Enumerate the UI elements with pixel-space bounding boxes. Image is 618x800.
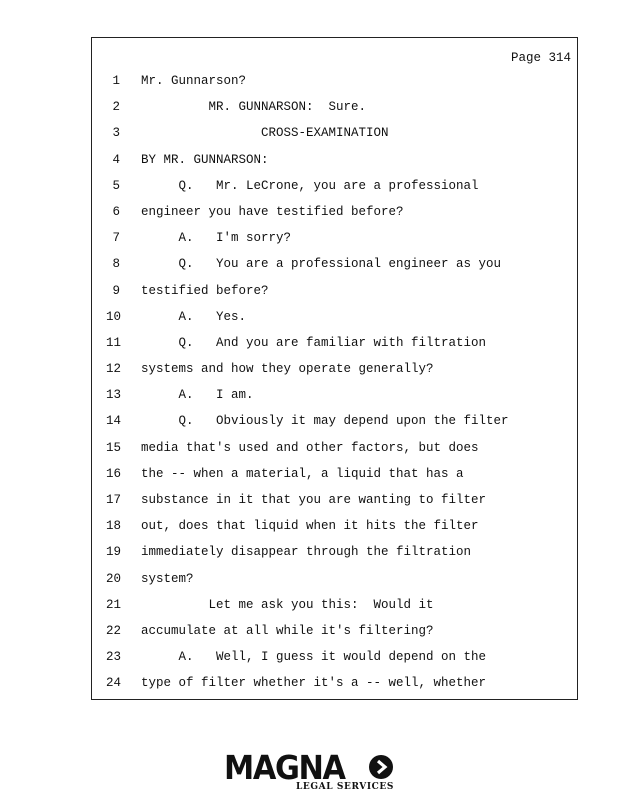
line-number: 4 [112,152,120,167]
line-text: substance in it that you are wanting to filter [141,493,487,507]
line-number: 8 [112,257,120,272]
line-number: 18 [106,519,122,534]
line-number: 22 [106,623,122,638]
line-number: 9 [112,283,120,298]
transcript-line [92,256,577,282]
transcript-page [91,37,578,700]
line-number: 3 [112,126,120,141]
line-text: A. I am. [141,388,254,403]
transcript-line [92,361,577,387]
line-text: CROSS-EXAMINATION [141,126,389,141]
transcript-line [92,544,577,570]
transcript-line [92,675,577,701]
line-number: 13 [106,388,122,403]
transcript-line [92,518,577,544]
line-number: 15 [106,440,122,455]
line-text: A. Well, I guess it would depend on the [141,650,487,665]
line-text: Q. Mr. LeCrone, you are a professional [141,178,479,193]
line-number: 16 [106,466,122,481]
line-text: Q. You are a professional engineer as you [141,257,502,272]
logo-tagline: LEGAL SERVICES [296,782,394,792]
line-text: type of filter whether it's a -- well, whether [141,676,487,691]
transcript-line [92,204,577,230]
line-number: 2 [112,100,120,115]
transcript-line [92,413,577,439]
transcript-line [92,73,577,99]
line-text: media that's used and other factors, but does [141,440,479,455]
line-text: Mr. Gunnarson? [141,74,247,88]
line-text: MR. GUNNARSON: Sure. [141,100,367,115]
line-number: 10 [106,309,122,324]
logo-arrow-icon [369,755,393,779]
line-number: 17 [106,493,122,507]
transcript-lines [92,73,577,702]
transcript-line [92,335,577,361]
line-text: immediately disappear through the filtration [141,545,472,560]
line-text: systems and how they operate generally? [141,362,434,377]
transcript-line [92,597,577,623]
transcript-line [92,152,577,178]
transcript-line [92,571,577,597]
line-text: A. Yes. [141,309,247,324]
transcript-line [92,649,577,675]
page-number: Page 314 [510,51,571,65]
line-text: Q. And you are familiar with filtration [141,335,487,350]
line-text: Let me ask you this: Would it [141,597,434,612]
line-number: 12 [106,362,122,377]
transcript-line [92,623,577,649]
logo-wordmark: MAGNA [224,748,345,787]
line-number: 7 [112,231,120,246]
transcript-line [92,387,577,413]
line-text: Q. Obviously it may depend upon the filter [141,414,509,429]
transcript-line [92,466,577,492]
line-text: accumulate at all while it's filtering? [141,623,434,638]
line-text: out, does that liquid when it hits the filter [141,519,479,534]
transcript-line [92,283,577,309]
line-number: 6 [112,204,120,219]
transcript-line [92,230,577,256]
line-number: 14 [106,414,122,429]
transcript-line [92,440,577,466]
line-number: 11 [106,335,122,350]
transcript-line [92,99,577,125]
line-number: 24 [106,676,122,691]
transcript-line [92,125,577,151]
line-number: 19 [106,545,122,560]
magna-logo [0,748,618,796]
line-number: 5 [112,178,120,193]
transcript-line [92,492,577,518]
line-number: 23 [106,650,122,665]
line-number: 21 [106,597,122,612]
line-text: system? [141,571,194,586]
line-number: 20 [106,571,122,586]
line-text: BY MR. GUNNARSON: [141,152,269,167]
line-text: testified before? [141,283,269,298]
line-number: 1 [112,74,120,88]
line-text: engineer you have testified before? [141,204,404,219]
transcript-line [92,309,577,335]
line-text: A. I'm sorry? [141,231,292,246]
line-text: the -- when a material, a liquid that has a [141,466,464,481]
transcript-line [92,178,577,204]
